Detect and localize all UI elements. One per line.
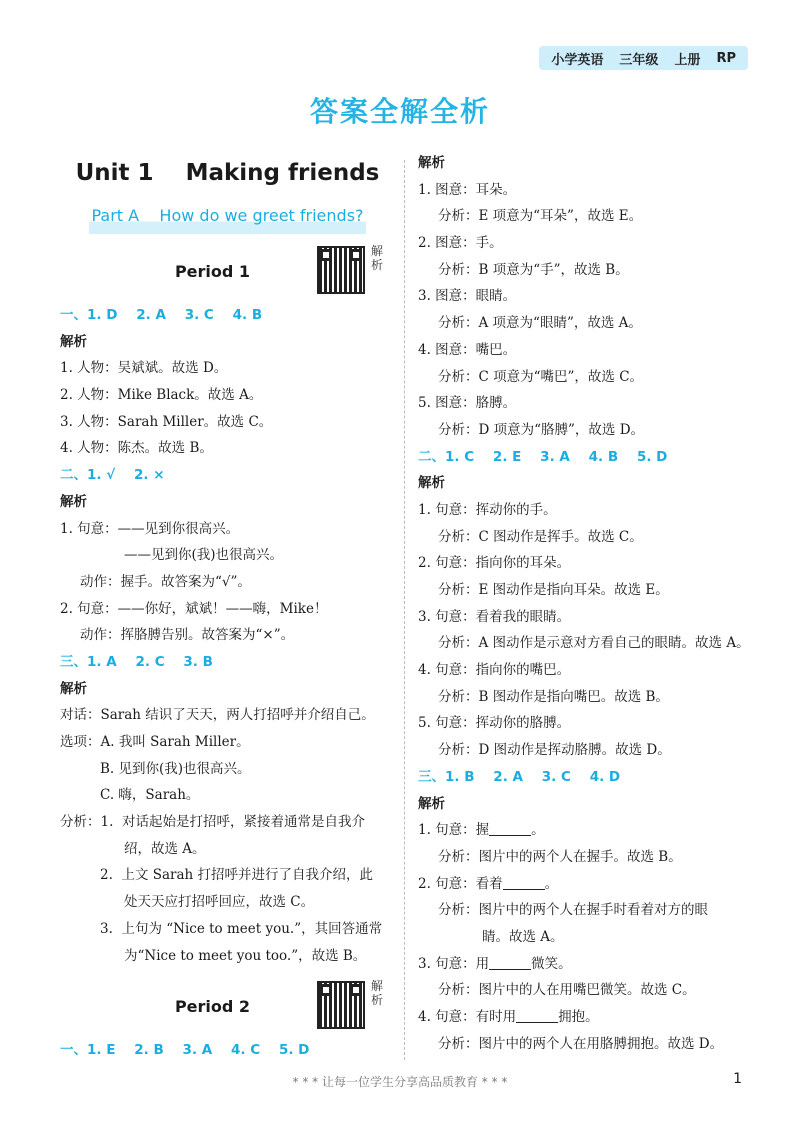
edition-label: RP — [716, 50, 736, 66]
explanation-line: 处天天应打招呼回应，故选 C。 — [124, 894, 315, 911]
answer-line: 二、1. √ 2. × — [60, 467, 165, 484]
explanation-line: 分析：A 项意为“眼睛”，故选 A。 — [438, 315, 642, 332]
page-title: 答案全解全析 — [309, 95, 490, 128]
qr-code-icon[interactable] — [317, 246, 365, 294]
explanation-line: 4. 图意：嘴巴。 — [418, 341, 517, 358]
explanation-line: 2. 上文 Sarah 打招呼并进行了自我介绍，此 — [100, 867, 374, 884]
answer-line: 三、1. A 2. C 3. B — [60, 653, 213, 670]
analysis-heading: 解析 — [60, 333, 87, 350]
explanation-line: 1. 图意：耳朵。 — [418, 181, 517, 198]
explanation-line: 3. 图意：眼睛。 — [418, 288, 517, 305]
fill-blank — [489, 955, 531, 970]
explanation-line: 分析：B 图动作是指向嘴巴。故选 B。 — [438, 688, 669, 705]
right-column — [418, 150, 758, 1057]
answer-line: 一、1. D 2. A 3. C 4. B — [60, 307, 263, 323]
qr-code-icon[interactable] — [317, 981, 365, 1029]
sentence-suffix: 。 — [544, 875, 559, 892]
column-divider — [404, 160, 405, 1060]
explanation-line: 分析：图片中的人在用嘴巴微笑。故选 C。 — [438, 982, 696, 999]
explanation-line: 1. 人物：吴斌斌。故选 D。 — [60, 360, 228, 377]
sentence-prefix: 1. 句意：握 — [418, 822, 490, 839]
explanation-line: 1. 句意：挥动你的手。 — [418, 501, 557, 518]
explanation-line: 动作：握手。故答案为“√”。 — [80, 573, 251, 590]
period-2-header — [60, 979, 395, 1037]
answer-line: 一、1. E 2. B 3. A 4. C 5. D — [60, 1042, 310, 1059]
explanation-line: 2. 句意：指向你的耳朵。 — [418, 555, 571, 572]
explanation-line — [418, 951, 758, 978]
sentence-prefix: 4. 句意：有时用 — [418, 1009, 517, 1025]
explanation-line: 4. 人物：陈杰。故选 B。 — [60, 440, 213, 457]
period-title: Period 2 — [174, 997, 251, 1017]
explanation-line: 分析：E 项意为“耳朵”，故选 E。 — [438, 208, 643, 225]
analysis-heading: 解析 — [60, 493, 87, 510]
explanation-line: 4. 句意：指向你的嘴巴。 — [418, 662, 571, 679]
explanation-line — [418, 1004, 758, 1031]
explanation-line: 2. 句意：——你好，斌斌！——嗨，Mike！ — [60, 600, 328, 617]
volume-label: 上册 — [674, 52, 701, 68]
explanation-line: 动作：挥胳膊告别。故答案为“×”。 — [80, 627, 295, 644]
part-title-text: Part A How do we greet friends? — [89, 206, 365, 234]
period-title: Period 1 — [174, 262, 251, 281]
page-number: 1 — [733, 1071, 742, 1087]
explanation-line: 分析：A 图动作是示意对方看自己的眼睛。故选 A。 — [438, 635, 750, 652]
explanation-line — [418, 817, 758, 844]
explanation-line: 3. 人物：Sarah Miller。故选 C。 — [60, 413, 273, 430]
fill-blank — [489, 821, 531, 836]
analysis-heading: 解析 — [418, 155, 445, 171]
period-1-header — [60, 244, 395, 302]
qr-label: 解析 — [370, 244, 383, 272]
fill-blank — [503, 875, 545, 890]
answer-line: 二、1. C 2. E 3. A 4. B 5. D — [418, 448, 668, 465]
explanation-line: B. 见到你(我)也很高兴。 — [100, 760, 251, 777]
part-title — [60, 206, 395, 234]
analysis-heading: 解析 — [418, 795, 445, 812]
explanation-line: 1. 句意：——见到你很高兴。 — [60, 520, 240, 537]
analysis-heading: 解析 — [60, 680, 87, 697]
qr-label: 解析 — [370, 979, 383, 1008]
explanation-line — [418, 871, 758, 898]
explanation-line: 分析：图片中的两个人在用胳膊拥抱。故选 D。 — [438, 1035, 724, 1052]
explanation-line: 绍，故选 A。 — [124, 840, 206, 857]
answer-line: 三、1. B 2. A 3. C 4. D — [418, 768, 621, 785]
explanation-line: 3. 上句为 “Nice to meet you.”，其回答通常 — [100, 920, 383, 937]
explanation-line: 3. 句意：看着我的眼睛。 — [418, 608, 571, 625]
fill-blank — [516, 1008, 558, 1023]
explanation-line: 5. 句意：挥动你的胳膊。 — [418, 715, 571, 732]
footer-slogan: * * * 让每一位学生分享高品质教育 * * * — [292, 1075, 508, 1089]
sentence-prefix: 3. 句意：用 — [418, 955, 490, 972]
explanation-line: 分析：1. 对话起始是打招呼，紧接着通常是自我介 — [60, 814, 365, 831]
header-tag — [539, 46, 748, 70]
explanation-line: 分析：D 图动作是挥动胳膊。故选 D。 — [438, 742, 671, 759]
explanation-line: 睛。故选 A。 — [482, 928, 564, 945]
explanation-line: 分析：图片中的两个人在握手。故选 B。 — [438, 848, 682, 865]
explanation-line: 分析：B 项意为“手”，故选 B。 — [438, 261, 629, 278]
explanation-line: C. 嗨，Sarah。 — [100, 787, 200, 804]
explanation-line: 为“Nice to meet you too.”，故选 B。 — [124, 947, 367, 964]
explanation-line: 选项：A. 我叫 Sarah Miller。 — [60, 734, 250, 750]
sentence-prefix: 2. 句意：看着 — [418, 875, 503, 892]
sentence-suffix: 微笑。 — [531, 955, 572, 972]
explanation-line: ——见到你(我)也很高兴。 — [124, 547, 284, 564]
explanation-line: 2. 人物：Mike Black。故选 A。 — [60, 387, 263, 404]
explanation-line: 分析：C 图动作是挥手。故选 C。 — [438, 528, 643, 545]
sentence-suffix: 。 — [531, 822, 545, 839]
explanation-line: 分析：D 项意为“胳膊”，故选 D。 — [438, 421, 645, 438]
sentence-suffix: 拥抱。 — [558, 1009, 599, 1025]
left-column — [60, 150, 395, 1064]
unit-title: Unit 1 Making friends — [75, 160, 380, 186]
explanation-line: 分析：C 项意为“嘴巴”，故选 C。 — [438, 368, 644, 385]
explanation-line: 对话：Sarah 结识了天天，两人打招呼并介绍自己。 — [60, 707, 375, 724]
grade-label: 三年级 — [619, 52, 659, 68]
subject-label: 小学英语 — [551, 52, 604, 68]
explanation-line: 2. 图意：手。 — [418, 235, 503, 252]
explanation-line: 分析：图片中的两个人在握手时看着对方的眼 — [438, 902, 708, 919]
explanation-line: 5. 图意：胳膊。 — [418, 395, 517, 412]
explanation-line: 分析：E 图动作是指向耳朵。故选 E。 — [438, 582, 669, 598]
analysis-heading: 解析 — [418, 475, 445, 492]
